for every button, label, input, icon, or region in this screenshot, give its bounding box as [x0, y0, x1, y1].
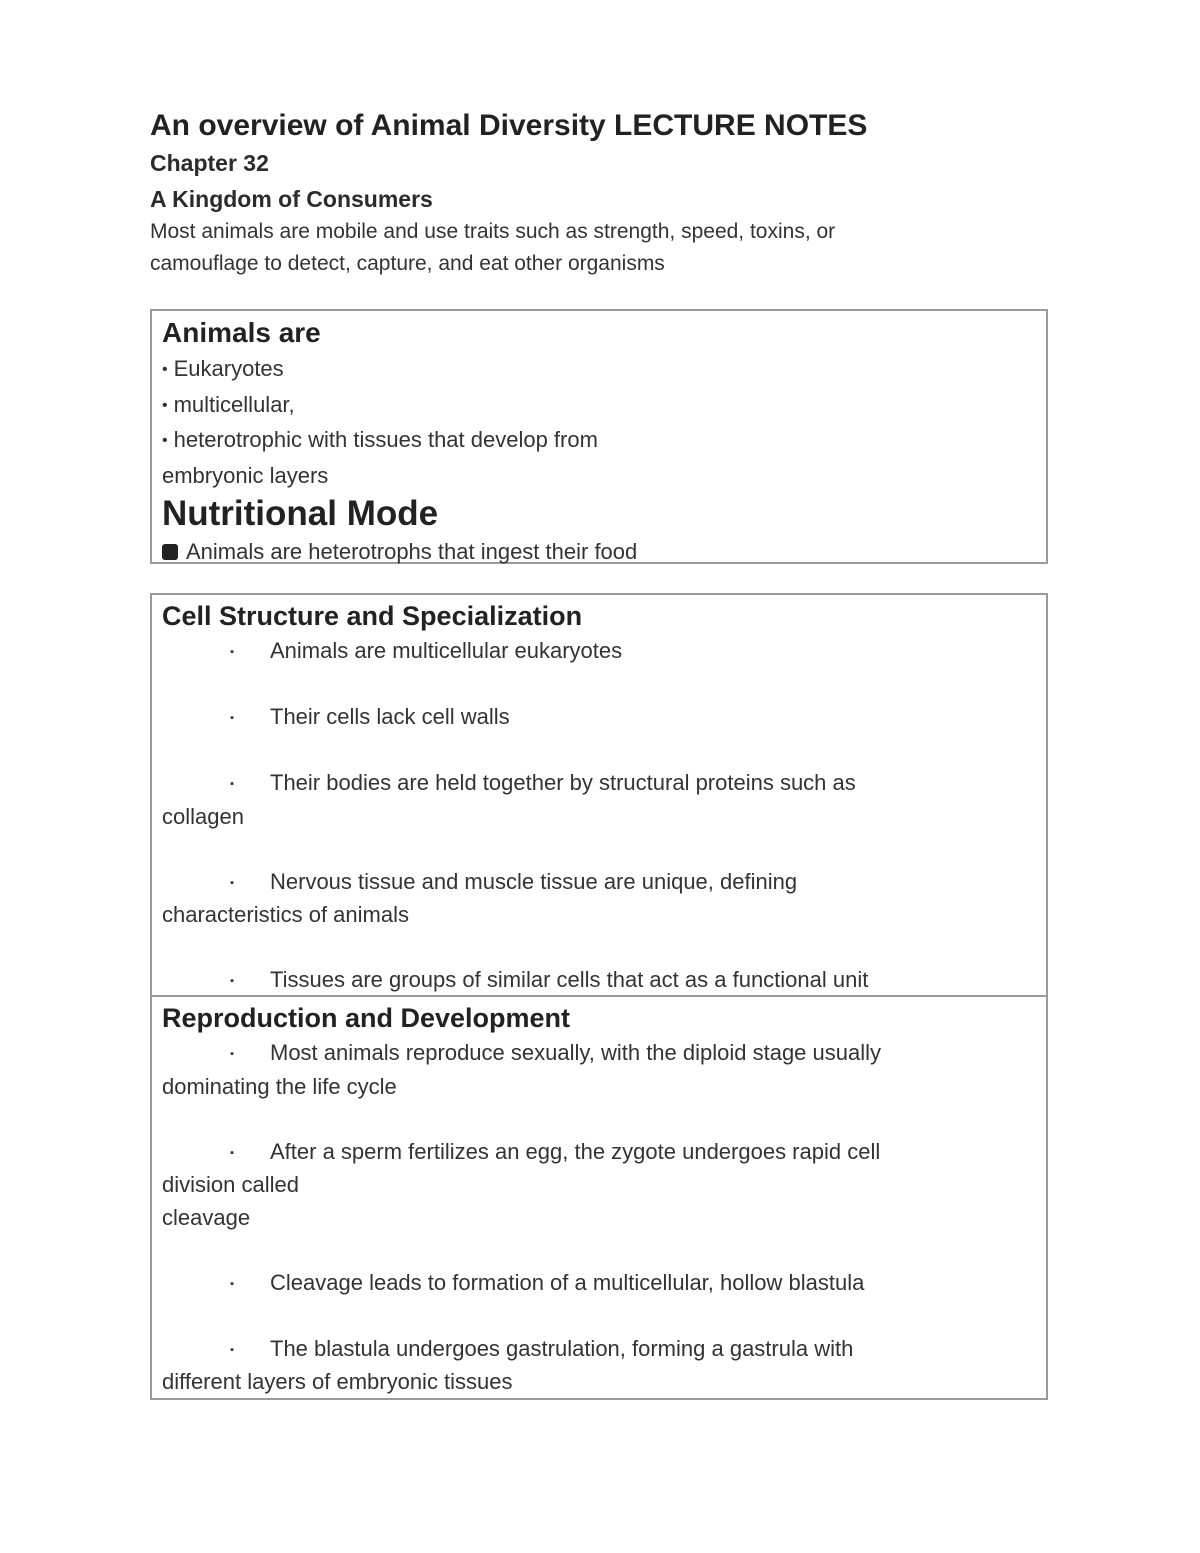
- list-item-continuation: dominating the life cycle: [162, 1073, 397, 1099]
- intro-line-2: camouflage to detect, capture, and eat other organisms: [150, 252, 665, 275]
- square-bullet-icon: ▪: [230, 975, 234, 987]
- square-bullet-icon: [162, 544, 178, 560]
- intro-line-1: Most animals are mobile and use traits such as strength, speed, toxins, or: [150, 220, 836, 243]
- square-bullet-icon: ▪: [230, 712, 234, 724]
- list-item-continuation: collagen: [162, 803, 244, 829]
- square-bullet-icon: ▪: [230, 646, 234, 658]
- page-title: An overview of Animal Diversity LECTURE NOTES: [150, 109, 868, 142]
- list-item-continuation: characteristics of animals: [162, 902, 409, 927]
- list-item: ▪ Their cells lack cell walls: [162, 701, 1036, 735]
- list-item-continuation: embryonic layers: [162, 462, 329, 488]
- list-item: • heterotrophic with tissues that develop from: [162, 424, 1036, 460]
- list-item: ▪ Cleavage leads to formation of a multicellular, hollow blastula: [162, 1267, 1036, 1301]
- animals-box: [150, 309, 1048, 564]
- list-item: ▪ The blastula undergoes gastrulation, forming a gastrula with: [162, 1333, 1036, 1367]
- cell-structure-title: Cell Structure and Specialization: [162, 601, 583, 631]
- list-item: • Eukaryotes: [162, 353, 1036, 389]
- list-item-continuation: division called: [162, 1172, 299, 1197]
- reproduction-box: [150, 995, 1048, 1400]
- list-item-continuation: different layers of embryonic tissues: [162, 1369, 513, 1394]
- list-item: ▪ Nervous tissue and muscle tissue are unique, defining: [162, 866, 1036, 900]
- nutrition-item-text: Animals are heterotrophs that ingest their food: [186, 539, 638, 564]
- square-bullet-icon: ▪: [230, 1277, 234, 1290]
- list-item: ▪ Most animals reproduce sexually, with the diploid stage usually: [162, 1037, 1036, 1071]
- list-item: ▪ Tissues are groups of similar cells that act as a functional unit: [162, 964, 1036, 998]
- cell-structure-box: [150, 593, 1048, 997]
- square-bullet-icon: ▪: [230, 876, 234, 889]
- animals-box-title: Animals are: [162, 317, 321, 348]
- list-item-continuation: cleavage: [162, 1204, 251, 1230]
- list-item: ▪ Their bodies are held together by structural proteins such as: [162, 767, 1036, 801]
- nutrition-item: [162, 536, 1036, 569]
- section-heading: A Kingdom of Consumers: [150, 186, 433, 212]
- chapter-label: Chapter 32: [150, 150, 269, 176]
- nutritional-mode-title: Nutritional Mode: [162, 494, 439, 533]
- square-bullet-icon: ▪: [230, 1343, 234, 1356]
- list-item: • multicellular,: [162, 389, 1036, 425]
- square-bullet-icon: ▪: [230, 778, 234, 790]
- page-header: [150, 108, 1050, 280]
- list-item: ▪ After a sperm fertilizes an egg, the zygote undergoes rapid cell: [162, 1136, 1036, 1170]
- list-item: ▪ Animals are multicellular eukaryotes: [162, 635, 1036, 669]
- reproduction-title: Reproduction and Development: [162, 1003, 571, 1033]
- square-bullet-icon: ▪: [230, 1048, 234, 1060]
- square-bullet-icon: ▪: [230, 1146, 234, 1159]
